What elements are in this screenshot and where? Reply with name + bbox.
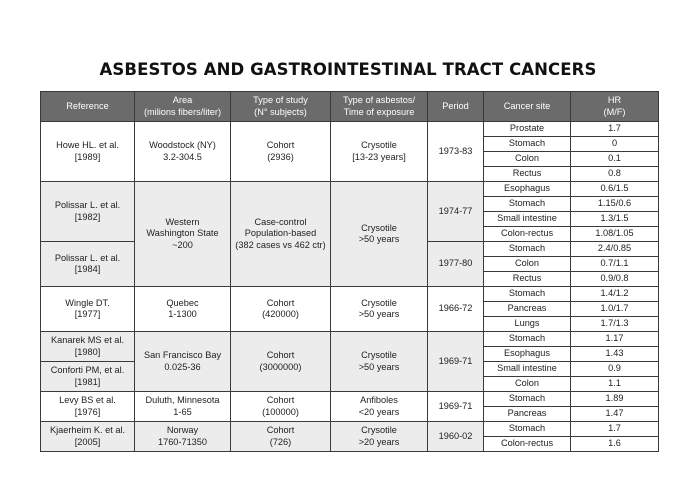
hr-cell: 1.7/1.3	[571, 317, 659, 332]
page-title: ASBESTOS AND GASTROINTESTINAL TRACT CANCERS	[99, 60, 597, 79]
cancer-site-cell: Stomach	[484, 422, 571, 437]
asbestos-type-cell: Anfiboles <20 years	[331, 392, 428, 422]
reference-cell: Polissar L. et al. [1982]	[41, 182, 135, 242]
cancer-site-cell: Pancreas	[484, 407, 571, 422]
cancer-site-cell: Colon	[484, 257, 571, 272]
area-cell: Duluth, Minnesota 1-65	[135, 392, 231, 422]
area-cell: San Francisco Bay 0.025-36	[135, 332, 231, 392]
cancer-site-cell: Small intestine	[484, 212, 571, 227]
hr-cell: 1.89	[571, 392, 659, 407]
hr-cell: 0.9	[571, 362, 659, 377]
hr-cell: 0.7/1.1	[571, 257, 659, 272]
area-cell: Norway 1760-71350	[135, 422, 231, 452]
reference-cell: Kjaerheim K. et al. [2005]	[41, 422, 135, 452]
header-hr: HR (M/F)	[571, 92, 659, 122]
cancer-site-cell: Rectus	[484, 272, 571, 287]
header-study-type: Type of study (N° subjects)	[231, 92, 331, 122]
asbestos-type-cell: Crysotile >50 years	[331, 287, 428, 332]
asbestos-type-cell: Crysotile >20 years	[331, 422, 428, 452]
hr-cell: 1.15/0.6	[571, 197, 659, 212]
reference-cell: Conforti PM, et al. [1981]	[41, 362, 135, 392]
header-period: Period	[428, 92, 484, 122]
period-cell: 1969-71	[428, 332, 484, 392]
reference-cell: Howe HL. et al. [1989]	[41, 122, 135, 182]
cancer-site-cell: Stomach	[484, 137, 571, 152]
hr-cell: 0.6/1.5	[571, 182, 659, 197]
hr-cell: 1.0/1.7	[571, 302, 659, 317]
period-cell: 1966-72	[428, 287, 484, 332]
area-cell: Quebec 1-1300	[135, 287, 231, 332]
period-cell: 1977-80	[428, 242, 484, 287]
hr-cell: 1.08/1.05	[571, 227, 659, 242]
hr-cell: 1.4/1.2	[571, 287, 659, 302]
header-cancer-site: Cancer site	[484, 92, 571, 122]
cancer-site-cell: Colon	[484, 152, 571, 167]
header-asbestos-type: Type of asbestos/ Time of exposure	[331, 92, 428, 122]
study-type-cell: Cohort (3000000)	[231, 332, 331, 392]
cancer-site-cell: Lungs	[484, 317, 571, 332]
table-row	[41, 392, 659, 407]
hr-cell: 1.17	[571, 332, 659, 347]
cancer-site-cell: Stomach	[484, 242, 571, 257]
cancer-site-cell: Esophagus	[484, 347, 571, 362]
header-reference: Reference	[41, 92, 135, 122]
header-area: Area (milions fibers/liter)	[135, 92, 231, 122]
cancer-site-cell: Small intestine	[484, 362, 571, 377]
period-cell: 1973-83	[428, 122, 484, 182]
table-row	[41, 422, 659, 437]
study-type-cell: Case-control Population-based (382 cases vs 462 ctr)	[231, 182, 331, 287]
cancer-site-cell: Rectus	[484, 167, 571, 182]
cancer-site-cell: Colon	[484, 377, 571, 392]
cancer-site-cell: Colon-rectus	[484, 227, 571, 242]
cancer-site-cell: Pancreas	[484, 302, 571, 317]
cancer-site-cell: Stomach	[484, 197, 571, 212]
hr-cell: 0	[571, 137, 659, 152]
reference-cell: Wingle DT. [1977]	[41, 287, 135, 332]
hr-cell: 1.6	[571, 437, 659, 452]
hr-cell: 1.7	[571, 122, 659, 137]
cancer-site-cell: Stomach	[484, 287, 571, 302]
cancer-site-cell: Prostate	[484, 122, 571, 137]
study-type-cell: Cohort (420000)	[231, 287, 331, 332]
hr-cell: 2.4/0.85	[571, 242, 659, 257]
table-row	[41, 332, 659, 347]
area-cell: Western Washington State ~200	[135, 182, 231, 287]
hr-cell: 0.1	[571, 152, 659, 167]
cancer-site-cell: Stomach	[484, 392, 571, 407]
hr-cell: 1.1	[571, 377, 659, 392]
hr-cell: 1.47	[571, 407, 659, 422]
period-cell: 1969-71	[428, 392, 484, 422]
hr-cell: 1.7	[571, 422, 659, 437]
cancer-site-cell: Esophagus	[484, 182, 571, 197]
hr-cell: 1.43	[571, 347, 659, 362]
header-row	[41, 92, 659, 122]
reference-cell: Levy BS et al. [1976]	[41, 392, 135, 422]
reference-cell: Polissar L. et al. [1984]	[41, 242, 135, 287]
period-cell: 1960-02	[428, 422, 484, 452]
hr-cell: 0.8	[571, 167, 659, 182]
study-type-cell: Cohort (726)	[231, 422, 331, 452]
table-row	[41, 182, 659, 197]
cancer-site-cell: Colon-rectus	[484, 437, 571, 452]
table-row	[41, 287, 659, 302]
asbestos-table	[40, 91, 659, 452]
table-row	[41, 122, 659, 137]
cancer-site-cell: Stomach	[484, 332, 571, 347]
asbestos-type-cell: Crysotile [13-23 years]	[331, 122, 428, 182]
period-cell: 1974-77	[428, 182, 484, 242]
study-type-cell: Cohort (100000)	[231, 392, 331, 422]
asbestos-type-cell: Crysotile >50 years	[331, 182, 428, 287]
study-type-cell: Cohort (2936)	[231, 122, 331, 182]
reference-cell: Kanarek MS et al. [1980]	[41, 332, 135, 362]
area-cell: Woodstock (NY) 3.2-304.5	[135, 122, 231, 182]
hr-cell: 0.9/0.8	[571, 272, 659, 287]
asbestos-type-cell: Crysotile >50 years	[331, 332, 428, 392]
hr-cell: 1.3/1.5	[571, 212, 659, 227]
